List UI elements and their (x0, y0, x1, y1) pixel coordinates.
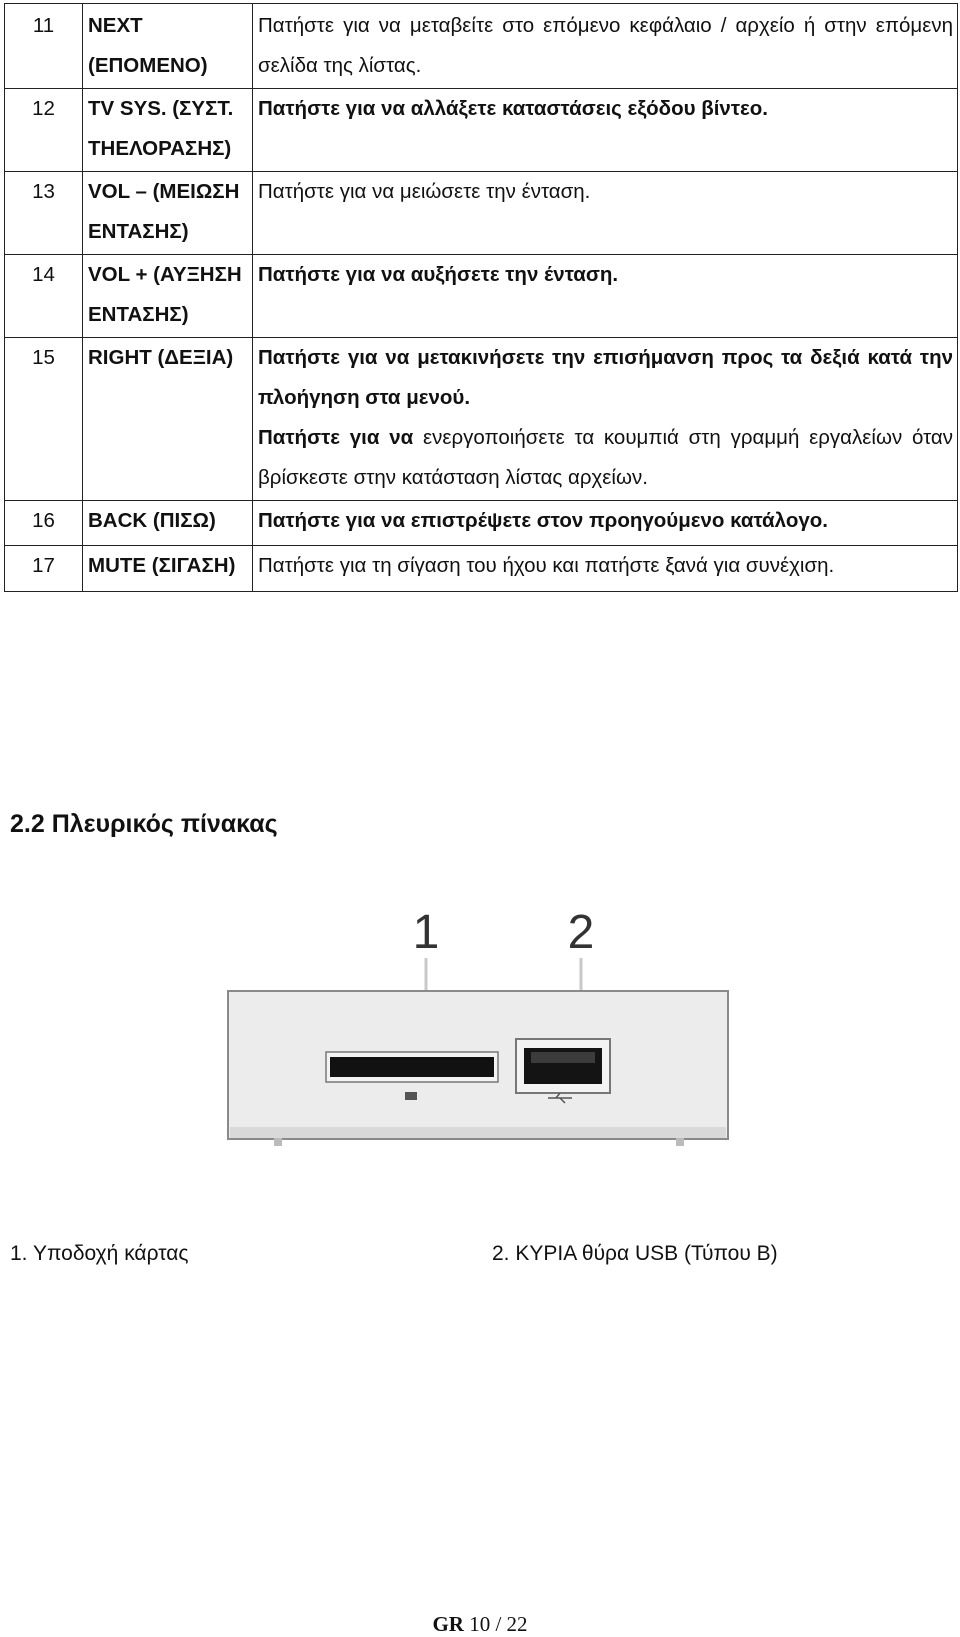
key-name (83, 546, 253, 592)
section-title: 2.2 Πλευρικός πίνακας (10, 810, 278, 838)
table-row (5, 172, 958, 255)
key-name (83, 501, 253, 546)
key-name-line: RIGHT (ΔΕΞΙΑ) (88, 346, 234, 369)
card-slot-opening (330, 1057, 494, 1077)
key-name-line: VOL – (ΜΕΙΩΣΗ (88, 180, 240, 203)
panel-lower-edge (230, 1127, 726, 1138)
key-description: Πατήστε για να μειώσετε την ένταση. (253, 172, 958, 255)
key-name-line: ΤΗΕΛΟΡΑΣΗΣ) (88, 137, 232, 160)
key-description: Πατήστε για να αυξήσετε την ένταση. (253, 255, 958, 338)
row-number: 11 (5, 4, 83, 89)
key-description (253, 338, 958, 501)
card-icon (405, 1092, 417, 1100)
row-number: 15 (5, 338, 83, 501)
panel-foot-right (676, 1138, 684, 1146)
caption-usb-port: 2. ΚΥΡΙΑ θύρα USB (Τύπου B) (492, 1242, 778, 1265)
table-row (5, 338, 958, 501)
row-number: 14 (5, 255, 83, 338)
callout-number-2: 2 (567, 906, 595, 959)
panel-foot-left (274, 1138, 282, 1146)
row-number: 12 (5, 89, 83, 172)
key-name (83, 172, 253, 255)
row-number: 17 (5, 546, 83, 592)
page-footer (0, 1612, 960, 1637)
key-description: Πατήστε για να μεταβείτε στο επόμενο κεφάλαιο / αρχείο ή στην επόμενη σελίδα της λίστας. (253, 4, 958, 89)
description-plain-part: ενεργοποιήσετε τα κουμπιά στη γραμμή εργαλείων όταν βρίσκεστε στην κατάσταση λίστας αρχείων. (258, 426, 953, 489)
key-name (83, 4, 253, 89)
key-name-line: MUTE (ΣΙΓΑΣΗ) (88, 554, 236, 577)
key-name (83, 255, 253, 338)
table-row (5, 89, 958, 172)
description-paragraph (258, 418, 953, 498)
remote-keys-table (4, 3, 958, 592)
description-paragraph: Πατήστε για να μετακινήσετε την επισήμανση προς τα δεξιά κατά την πλοήγηση στα μενού. (258, 346, 953, 409)
key-name-line: (ΕΠΟΜΕΝΟ) (88, 54, 208, 77)
table-row (5, 255, 958, 338)
table-row (5, 4, 958, 89)
key-name-line: ΕΝΤΑΣΗΣ) (88, 303, 189, 326)
footer-language: GR (432, 1612, 464, 1636)
footer-page-number: 10 / 22 (469, 1612, 528, 1636)
key-name-line: VOL + (ΑΥΞΗΣΗ (88, 263, 242, 286)
description-bold-part: Πατήστε για να (258, 426, 414, 449)
callout-number-1: 1 (412, 906, 440, 959)
key-name-line: TV SYS. (ΣΥΣΤ. (88, 97, 234, 120)
key-description: Πατήστε για να επιστρέψετε στον προηγούμενο κατάλογο. (253, 501, 958, 546)
row-number: 13 (5, 172, 83, 255)
row-number: 16 (5, 501, 83, 546)
usb-port-tongue (531, 1052, 595, 1063)
key-name-line: NEXT (88, 14, 143, 37)
key-name-line: ΕΝΤΑΣΗΣ) (88, 220, 189, 243)
caption-card-slot: 1. Υποδοχή κάρτας (10, 1242, 189, 1265)
key-name (83, 89, 253, 172)
table-row (5, 501, 958, 546)
key-name-line: BACK (ΠΙΣΩ) (88, 509, 216, 532)
side-panel-figure (226, 902, 731, 1157)
key-description: Πατήστε για να αλλάξετε καταστάσεις εξόδου βίντεο. (253, 89, 958, 172)
key-description: Πατήστε για τη σίγαση του ήχου και πατήστε ξανά για συνέχιση. (253, 546, 958, 592)
table-row (5, 546, 958, 592)
key-name (83, 338, 253, 501)
